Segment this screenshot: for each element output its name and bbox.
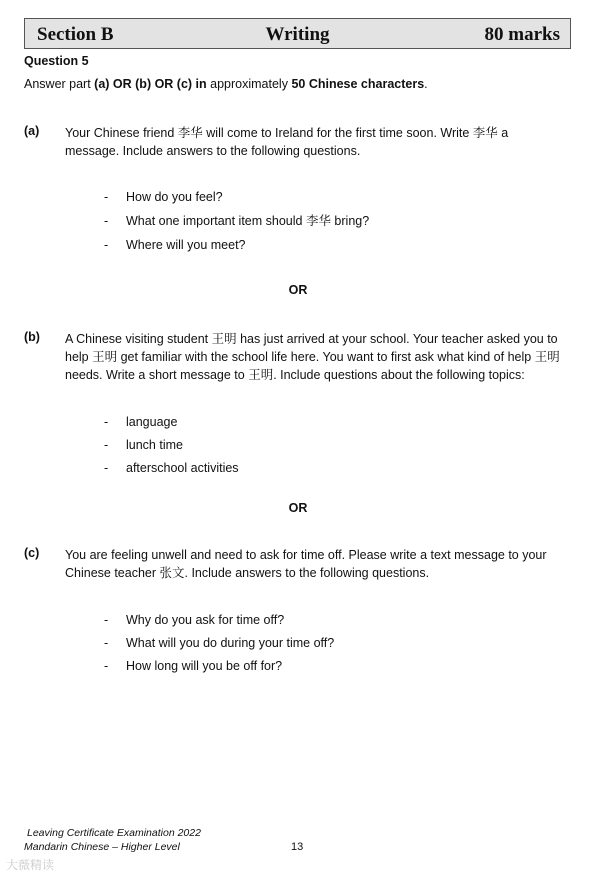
section-title: Writing <box>265 24 330 45</box>
list-item: - How long will you be off for? <box>104 659 283 673</box>
instruction-middle: approximately <box>206 77 292 91</box>
or-divider-2: OR <box>288 501 308 515</box>
footer-exam: Leaving Certificate Examination 2022 <box>27 827 201 839</box>
part-a-bullets <box>104 188 369 260</box>
part-c-text: You are feeling unwell and need to ask for time off. Please write a text message to your Chinese teacher 张文. Include answers to the following questions. <box>65 548 547 580</box>
list-item: - afterschool activities <box>104 461 239 475</box>
part-c-label: (c) <box>24 546 40 560</box>
instruction-count: 50 Chinese characters <box>291 77 425 91</box>
section-header-bar <box>24 18 571 49</box>
list-item: - lunch time <box>104 438 183 452</box>
list-item: - Where will you meet? <box>104 238 246 252</box>
or-divider-1: OR <box>288 283 308 297</box>
part-a-label: (a) <box>24 124 40 138</box>
part-a-text: Your Chinese friend 李华 will come to Ireland for the first time soon. Write 李华 a message. Include answers to the following questions. <box>65 126 509 158</box>
part-c-bullets <box>104 611 334 680</box>
list-item: - What one important item should 李华 bring? <box>104 214 370 228</box>
section-label: Section B <box>37 24 114 45</box>
instruction-prefix: Answer part <box>24 77 95 91</box>
part-b-bullets <box>104 413 239 482</box>
list-item: - What will you do during your time off? <box>104 636 335 650</box>
part-b-text: A Chinese visiting student 王明 has just arrived at your school. Your teacher asked you to help 王明 get familiar with the school life here. You want to first ask what kind of help 王明 needs. Write a short message to 王明. Include questions about the following topics: <box>65 332 560 382</box>
question-title: Question 5 <box>24 54 89 68</box>
list-item: - How do you feel? <box>104 190 223 204</box>
watermark: 大薇精读 <box>6 858 55 872</box>
list-item: - Why do you ask for time off? <box>104 613 285 627</box>
question-instruction <box>24 77 428 91</box>
page-number: 13 <box>291 841 304 853</box>
instruction-choice: (a) OR (b) OR (c) in <box>94 77 207 91</box>
footer-subject: Mandarin Chinese – Higher Level <box>24 841 180 853</box>
list-item: - language <box>104 415 178 429</box>
section-marks: 80 marks <box>484 24 560 45</box>
instruction-suffix: . <box>424 77 428 91</box>
part-b-label: (b) <box>24 330 40 344</box>
